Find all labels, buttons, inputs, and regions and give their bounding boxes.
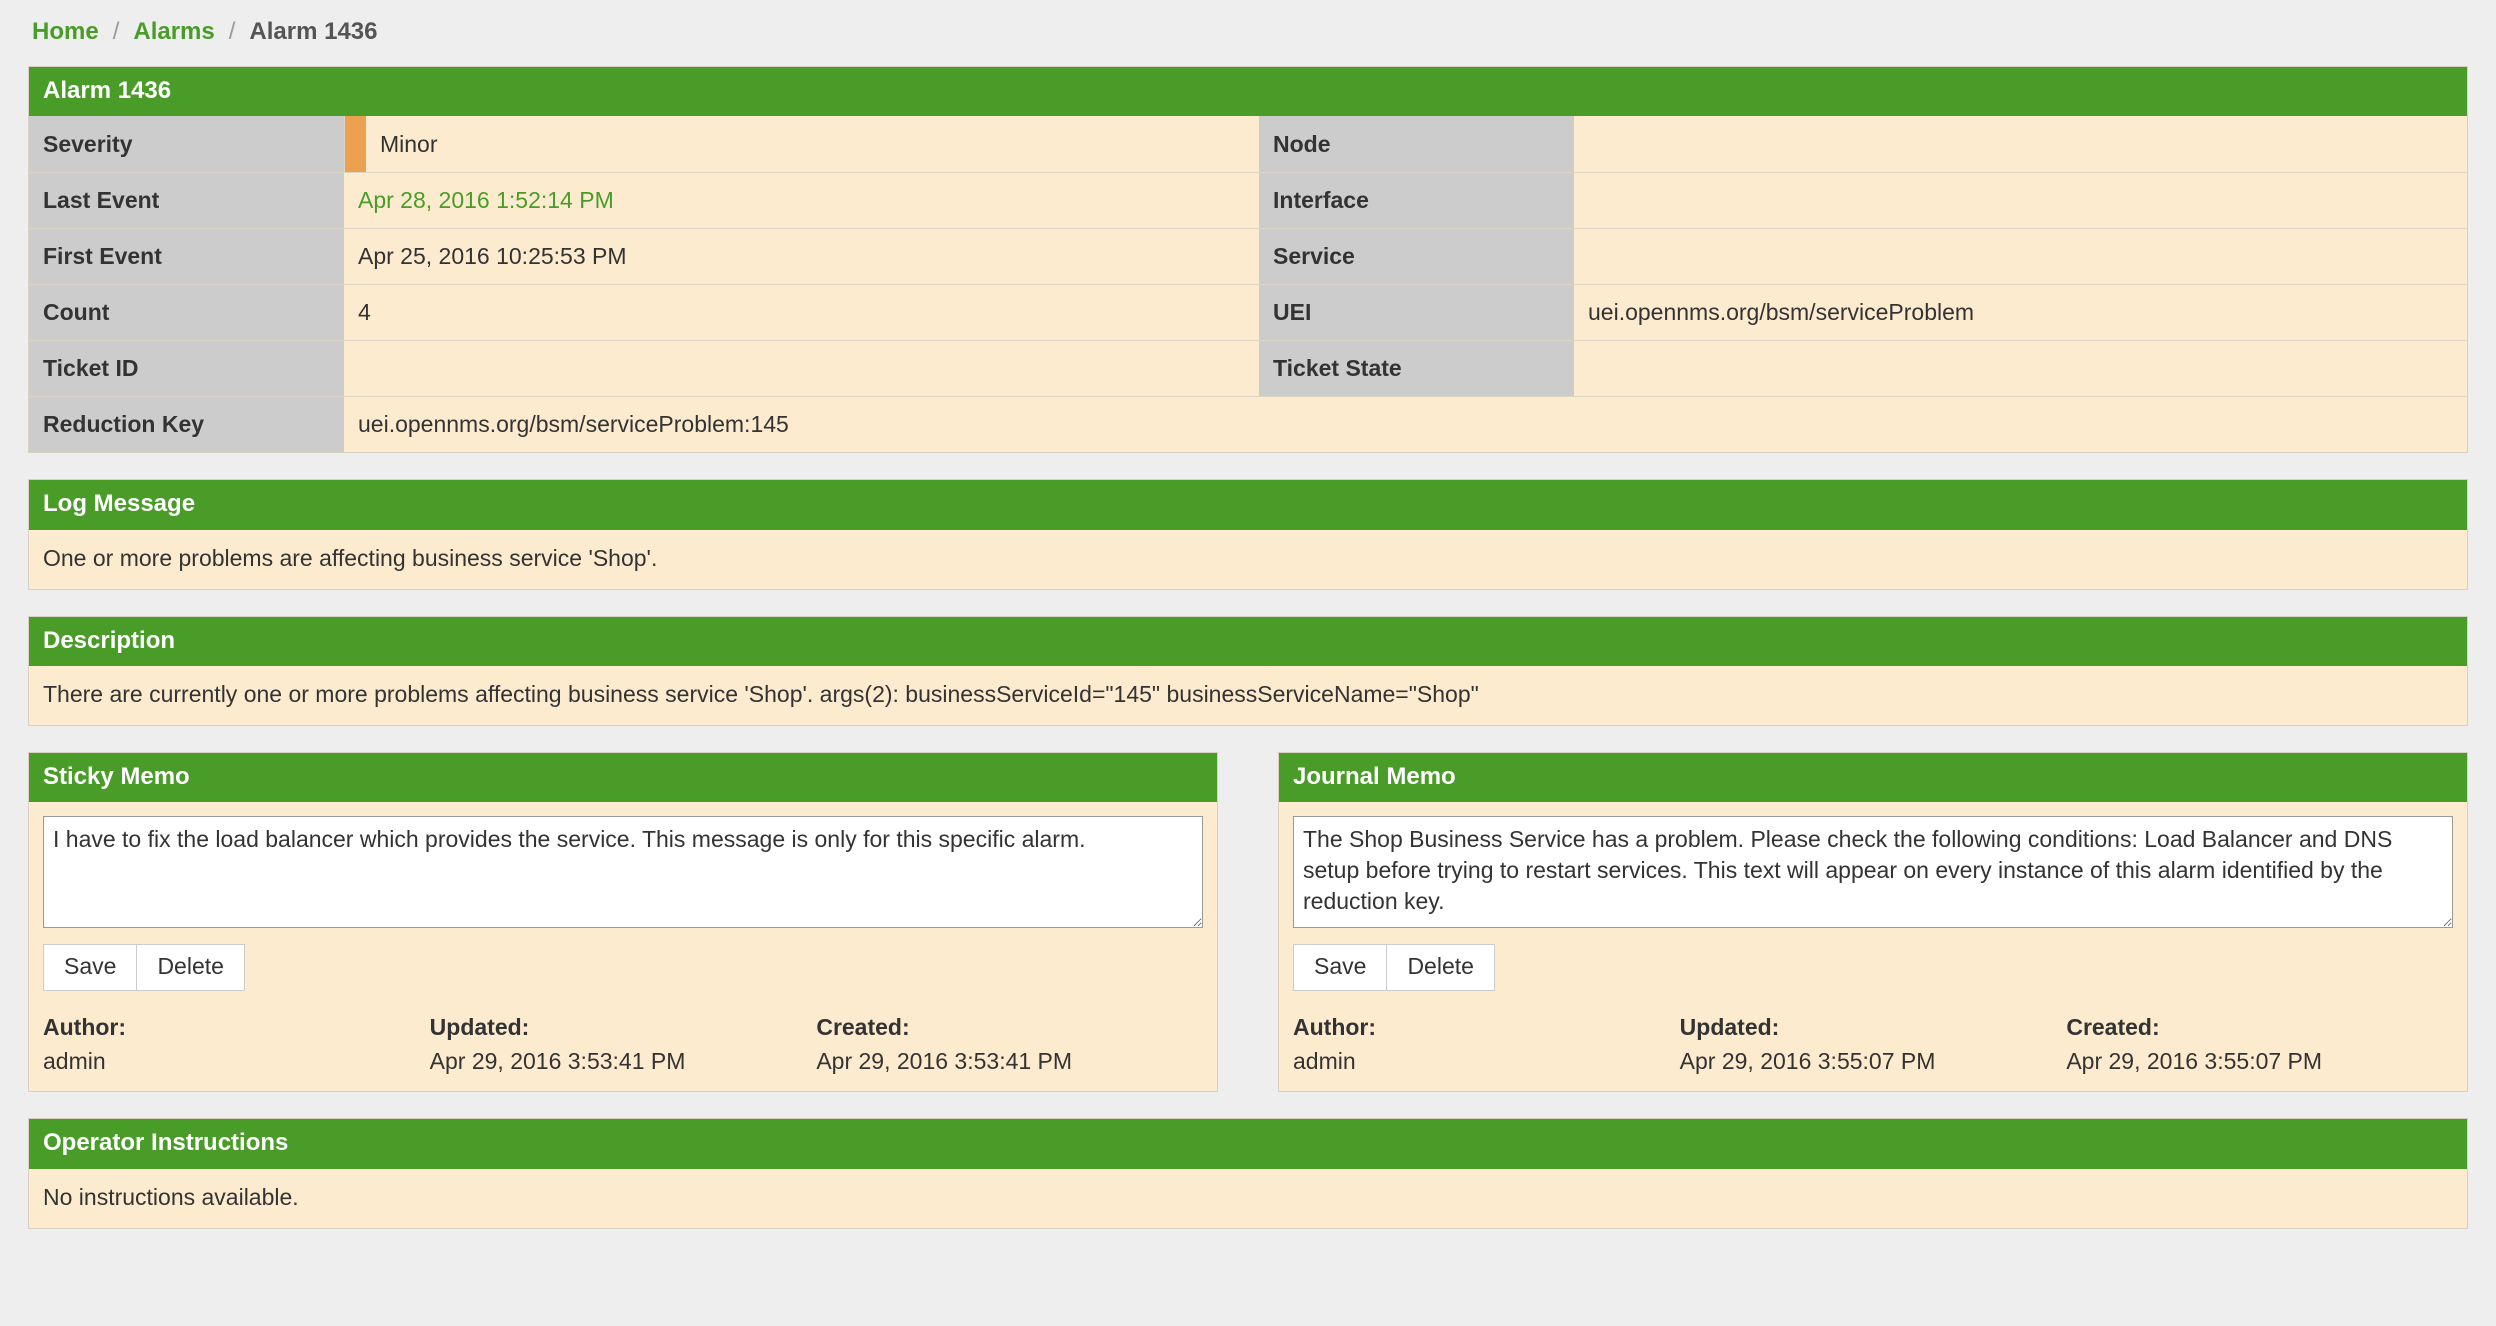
first-event-value: Apr 25, 2016 10:25:53 PM bbox=[344, 228, 1259, 284]
operator-instructions-title: Operator Instructions bbox=[29, 1119, 2467, 1168]
description-panel bbox=[28, 616, 2468, 726]
severity-label: Severity bbox=[29, 116, 344, 172]
operator-instructions-text: No instructions available. bbox=[43, 1183, 299, 1210]
ticket-state-label: Ticket State bbox=[1259, 340, 1574, 396]
journal-memo-panel bbox=[1278, 752, 2468, 1092]
alarm-details-title: Alarm 1436 bbox=[29, 67, 2467, 116]
journal-memo-delete-button[interactable]: Delete bbox=[1386, 944, 1494, 990]
sticky-memo-delete-button[interactable]: Delete bbox=[136, 944, 244, 990]
service-value bbox=[1574, 228, 2467, 284]
severity-color-swatch bbox=[344, 116, 366, 172]
node-label: Node bbox=[1259, 116, 1574, 172]
count-value: 4 bbox=[344, 284, 1259, 340]
sticky-memo-author-value: admin bbox=[43, 1047, 106, 1074]
journal-memo-created-value: Apr 29, 2016 3:55:07 PM bbox=[2066, 1047, 2323, 1074]
journal-memo-column bbox=[1278, 752, 2468, 1092]
sticky-memo-save-button[interactable]: Save bbox=[43, 944, 137, 990]
service-label: Service bbox=[1259, 228, 1574, 284]
node-value bbox=[1574, 116, 2467, 172]
sticky-memo-title: Sticky Memo bbox=[29, 753, 1217, 802]
sticky-memo-body bbox=[29, 802, 1217, 1091]
log-message-text: One or more problems are affecting business service 'Shop'. bbox=[43, 544, 658, 571]
journal-memo-textarea[interactable] bbox=[1293, 816, 2453, 928]
log-message-title: Log Message bbox=[29, 480, 2467, 529]
last-event-label: Last Event bbox=[29, 172, 344, 228]
uei-value: uei.opennms.org/bsm/serviceProblem bbox=[1574, 284, 2467, 340]
last-event-value-cell bbox=[344, 172, 1259, 228]
breadcrumb-alarms-link[interactable]: Alarms bbox=[133, 18, 215, 45]
journal-memo-meta bbox=[1293, 1013, 2453, 1077]
last-event-link[interactable]: Apr 28, 2016 1:52:14 PM bbox=[358, 186, 614, 213]
breadcrumb-current: Alarm 1436 bbox=[249, 18, 378, 45]
severity-value: Minor bbox=[366, 116, 1259, 172]
interface-label: Interface bbox=[1259, 172, 1574, 228]
sticky-memo-updated-label: Updated: bbox=[429, 1013, 530, 1040]
sticky-memo-author-label: Author: bbox=[43, 1013, 127, 1040]
alarm-details-table bbox=[29, 116, 2467, 452]
journal-memo-updated-label: Updated: bbox=[1679, 1013, 1780, 1040]
table-row bbox=[29, 228, 2467, 284]
sticky-memo-column bbox=[28, 752, 1218, 1092]
journal-memo-button-row bbox=[1293, 944, 2453, 990]
table-row bbox=[29, 284, 2467, 340]
operator-instructions-panel bbox=[28, 1118, 2468, 1228]
sticky-memo-button-row bbox=[43, 944, 1203, 990]
memo-row bbox=[28, 752, 2468, 1092]
breadcrumb-home-link[interactable]: Home bbox=[32, 18, 99, 45]
table-row bbox=[29, 116, 2467, 172]
uei-label: UEI bbox=[1259, 284, 1574, 340]
table-row bbox=[29, 172, 2467, 228]
ticket-id-label: Ticket ID bbox=[29, 340, 344, 396]
sticky-memo-meta bbox=[43, 1013, 1203, 1077]
table-row bbox=[29, 396, 2467, 452]
journal-memo-author-value: admin bbox=[1293, 1047, 1356, 1074]
breadcrumb-separator-1: / bbox=[112, 18, 120, 45]
breadcrumb bbox=[28, 0, 2468, 66]
journal-memo-title: Journal Memo bbox=[1279, 753, 2467, 802]
ticket-id-value bbox=[344, 340, 1259, 396]
journal-memo-author-label: Author: bbox=[1293, 1013, 1377, 1040]
log-message-panel bbox=[28, 479, 2468, 589]
reduction-key-value: uei.opennms.org/bsm/serviceProblem:145 bbox=[344, 396, 2467, 452]
table-row bbox=[29, 340, 2467, 396]
alarm-details-panel bbox=[28, 66, 2468, 453]
journal-memo-save-button[interactable]: Save bbox=[1293, 944, 1387, 990]
breadcrumb-separator-2: / bbox=[228, 18, 236, 45]
sticky-memo-created-label: Created: bbox=[816, 1013, 910, 1040]
journal-memo-created-label: Created: bbox=[2066, 1013, 2160, 1040]
journal-memo-updated-value: Apr 29, 2016 3:55:07 PM bbox=[1679, 1047, 1936, 1074]
sticky-memo-textarea[interactable] bbox=[43, 816, 1203, 928]
reduction-key-label: Reduction Key bbox=[29, 396, 344, 452]
sticky-memo-updated-value: Apr 29, 2016 3:53:41 PM bbox=[429, 1047, 686, 1074]
journal-memo-body bbox=[1279, 802, 2467, 1091]
sticky-memo-created-value: Apr 29, 2016 3:53:41 PM bbox=[816, 1047, 1073, 1074]
interface-value bbox=[1574, 172, 2467, 228]
description-title: Description bbox=[29, 617, 2467, 666]
ticket-state-value bbox=[1574, 340, 2467, 396]
description-text: There are currently one or more problems affecting business service 'Shop'. args(2): businessServiceId="145" businessServiceName="Shop" bbox=[43, 681, 1479, 708]
sticky-memo-panel bbox=[28, 752, 1218, 1092]
first-event-label: First Event bbox=[29, 228, 344, 284]
count-label: Count bbox=[29, 284, 344, 340]
